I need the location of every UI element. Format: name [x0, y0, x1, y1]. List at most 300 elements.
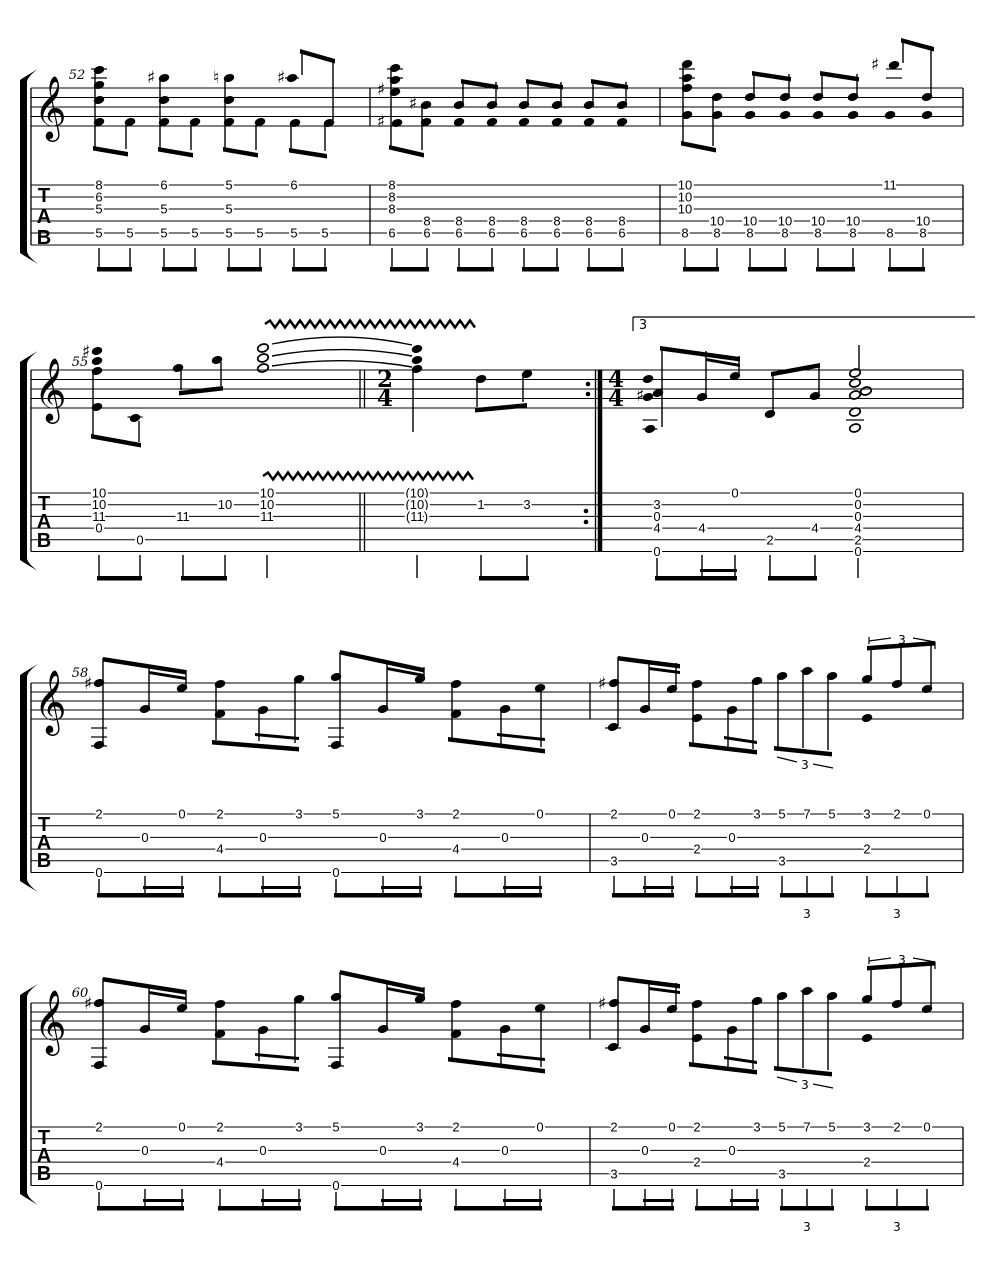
tab-fret-number: 8: [388, 201, 396, 217]
tab-fret-number: 10: [677, 177, 693, 193]
notehead: [764, 409, 777, 420]
tab-fret-number: 0: [854, 508, 862, 524]
tab-fret-number: 0: [501, 829, 509, 845]
tab-fret-number: 0: [536, 806, 544, 822]
beam: [457, 267, 494, 272]
tab-fret-number: 7: [803, 806, 811, 822]
notehead: [642, 374, 655, 385]
tab-fret-number: 5: [126, 225, 134, 241]
treble-clef-icon: 𝄞: [34, 669, 67, 733]
notehead: [861, 1033, 874, 1044]
beam: [522, 267, 559, 272]
tab-fret-number: 10: [677, 189, 693, 205]
bracket-line: [777, 1077, 797, 1082]
tab-fret-number: 3: [653, 497, 661, 513]
bracket-line: [869, 958, 891, 961]
beam: [816, 267, 855, 272]
tab-fret-number: 2: [893, 806, 901, 822]
beam: [820, 71, 859, 82]
notehead: [861, 713, 874, 724]
tab-fret-number: 3: [753, 806, 761, 822]
beam: [97, 893, 184, 898]
time-signature: 4: [607, 385, 625, 412]
tab-fret-number: 0: [923, 1119, 931, 1135]
beam: [292, 267, 327, 272]
tab-fret-number: 2: [216, 1119, 224, 1135]
beam: [700, 569, 737, 572]
tab-clef-letter: B: [36, 1163, 52, 1185]
tab-fret-number: 2: [863, 1154, 871, 1170]
tab-fret-number: 3: [863, 806, 871, 822]
beam: [748, 267, 787, 272]
tab-fret-number: 5: [332, 806, 340, 822]
tab-clef-letter: T: [37, 814, 51, 836]
tab-fret-number: 6: [160, 177, 168, 193]
tab-fret-number: 0: [668, 806, 676, 822]
repeat-dot: [586, 392, 591, 397]
tab-fret-number: 8: [781, 225, 789, 241]
tab-fret-number: 0: [95, 865, 103, 880]
bracket-line: [913, 958, 935, 962]
sharp-icon: ♯: [81, 342, 91, 362]
bracket-line: [913, 638, 935, 642]
tab-fret-number: 5: [225, 177, 233, 193]
tab-fret-number: 5: [290, 225, 298, 241]
tab-fret-number: 4: [216, 841, 224, 857]
tuplet-number: 3: [898, 633, 906, 647]
tab-fret-number: 6: [95, 189, 103, 205]
tab-fret-number: 6: [553, 225, 561, 241]
beam: [334, 893, 422, 898]
tab-fret-number: 11: [883, 177, 897, 193]
sharp-icon: ♯: [408, 94, 418, 114]
notehead: [884, 110, 897, 121]
beam: [179, 386, 223, 396]
tuplet-number: 3: [893, 1220, 901, 1234]
sharp-icon: ♯: [635, 386, 645, 406]
beam: [730, 1199, 759, 1202]
sharp-icon: ♯: [146, 68, 156, 88]
tab-fret-number: 8: [886, 225, 894, 241]
sharp-icon: ♯: [870, 55, 880, 75]
tab-clef-letter: B: [36, 530, 52, 552]
beam: [143, 886, 184, 889]
tab-fret-number: 3: [778, 853, 786, 869]
tab-fret-number: 2: [610, 806, 618, 822]
sharp-icon: ♯: [276, 68, 286, 88]
tab-fret-number: 0: [728, 829, 736, 845]
bracket-line: [813, 1084, 833, 1088]
beam: [97, 576, 142, 581]
beam: [255, 1053, 299, 1060]
tab-fret-number: 8: [455, 213, 463, 229]
notehead: [411, 355, 424, 366]
tab-fret-number: 11: [176, 508, 190, 524]
tab-fret-number: 8: [746, 225, 754, 241]
tab-fret-number: 2: [95, 1119, 103, 1135]
tab-fret-number: 10: [777, 213, 793, 229]
beam: [223, 147, 258, 158]
tab-fret-number: 5: [332, 1119, 340, 1135]
tab-clef-letter: A: [36, 1145, 52, 1167]
beam: [475, 403, 527, 413]
tab-fret-number: 6: [488, 225, 496, 241]
tab-fret-number: 6: [585, 225, 593, 241]
tab-clef-letter: A: [36, 511, 52, 533]
notehead: [286, 73, 299, 84]
beam: [261, 1199, 301, 1202]
tab-fret-number: 4: [653, 520, 661, 536]
bracket-line: [869, 638, 891, 641]
tab-fret-number: 0: [731, 485, 739, 501]
beam: [454, 893, 542, 898]
beam: [497, 1053, 545, 1061]
beam: [389, 145, 424, 158]
tab-fret-number: 8: [95, 177, 103, 193]
beam: [255, 733, 299, 740]
beam: [340, 650, 424, 673]
tab-fret-number: 4: [854, 520, 862, 536]
tab-fret-number: 3: [416, 1119, 424, 1135]
repeat-dot: [586, 382, 591, 387]
open-notehead: [849, 368, 862, 379]
beam: [503, 1199, 542, 1202]
tab-fret-number: 8: [618, 213, 626, 229]
tab-fret-number: 0: [332, 865, 340, 880]
trill-squiggle-icon: [263, 473, 473, 480]
tab-fret-number: 0: [178, 806, 186, 822]
trill-squiggle-icon: [265, 321, 475, 328]
tab-fret-number: 0: [653, 544, 661, 559]
notehead: [91, 346, 104, 357]
beam: [91, 434, 141, 448]
time-signature: 2: [376, 366, 394, 393]
tab-fret-number: 2: [693, 806, 701, 822]
tab-fret-number: 0: [854, 497, 862, 513]
tab-fret-number: 5: [160, 225, 168, 241]
notehead: [91, 356, 104, 367]
beam: [888, 267, 925, 272]
tab-fret-number: 3: [610, 1166, 618, 1182]
tab-clef-letter: T: [37, 1127, 51, 1149]
tab-fret-number: 6: [520, 225, 528, 241]
tab-clef-letter: T: [37, 185, 51, 207]
tab-fret-number: 0: [259, 829, 267, 845]
tab-fret-number: 2: [610, 1119, 618, 1135]
beam: [143, 1199, 184, 1202]
tab-fret-number: 8: [488, 213, 496, 229]
repeat-dot: [584, 509, 589, 514]
beam: [93, 146, 128, 157]
measure-number: 55: [71, 355, 89, 370]
bracket-hook-bottom: [20, 251, 38, 264]
measure-number: 60: [71, 986, 89, 1001]
tab-fret-number: 0: [379, 1142, 387, 1158]
system-bracket: [20, 995, 27, 1194]
tab-fret-number: 3: [778, 1166, 786, 1182]
tab-fret-number: 5: [778, 806, 786, 822]
notehead: [391, 118, 404, 129]
tab-fret-number: 8: [553, 213, 561, 229]
beam: [587, 267, 624, 272]
tab-fret-number: 5: [321, 225, 329, 241]
beam: [660, 346, 740, 362]
tab-fret-number: (10): [405, 485, 429, 501]
beam: [695, 1206, 759, 1211]
tab-fret-number: 2: [893, 1119, 901, 1135]
tab-fret-number: 5: [828, 806, 836, 822]
tab-fret-number: 8: [388, 177, 396, 193]
open-notehead: [257, 363, 270, 374]
tab-fret-number: 4: [698, 520, 706, 536]
beam: [901, 38, 934, 52]
tab-fret-number: 8: [849, 225, 857, 241]
tuplet-number: 3: [898, 953, 906, 967]
tab-fret-number: 0: [141, 829, 149, 845]
tab-fret-number: 8: [814, 225, 822, 241]
tab-fret-number: 3: [295, 1119, 303, 1135]
tab-fret-number: 2: [693, 841, 701, 857]
tab-fret-number: 4: [216, 1154, 224, 1170]
tab-fret-number: 0: [501, 1142, 509, 1158]
notehead: [644, 424, 657, 435]
beam: [158, 147, 193, 158]
tab-fret-number: 8: [423, 213, 431, 229]
tab-fret-number: 6: [455, 225, 463, 241]
system-bracket: [20, 80, 27, 253]
tab-fret-number: 5: [160, 201, 168, 217]
bracket-hook-bottom: [20, 1192, 38, 1205]
beam: [689, 742, 757, 755]
tab-fret-number: 11: [260, 508, 274, 524]
beam: [212, 1060, 299, 1072]
tab-fret-number: 11: [92, 508, 106, 524]
notehead: [172, 363, 185, 374]
tab-fret-number: 0: [379, 829, 387, 845]
beam: [479, 576, 529, 581]
tab-fret-number: 0: [141, 1142, 149, 1158]
beam: [681, 141, 716, 153]
tab-fret-number: 10: [742, 213, 758, 229]
tab-fret-number: 10: [810, 213, 826, 229]
tab-fret-number: 6: [618, 225, 626, 241]
tab-fret-number: 5: [225, 225, 233, 241]
tab-clef-letter: T: [37, 493, 51, 515]
beam: [227, 267, 262, 272]
tie-curve: [272, 350, 412, 356]
bracket-hook-bottom: [20, 558, 38, 571]
notehead: [744, 110, 757, 121]
beam: [612, 1206, 674, 1211]
beam: [503, 886, 542, 889]
tab-fret-number: 10: [915, 213, 931, 229]
tab-fret-number: 2: [95, 806, 103, 822]
tab-fret-number: 0: [259, 1142, 267, 1158]
natural-icon: ♮: [212, 68, 220, 88]
notehead: [812, 110, 825, 121]
beam: [381, 1199, 422, 1202]
tab-fret-number: 2: [863, 841, 871, 857]
tab-fret-number: 0: [136, 532, 144, 548]
notehead: [411, 344, 424, 355]
beam: [695, 893, 759, 898]
beam: [212, 740, 299, 752]
tab-fret-number: 2: [693, 1119, 701, 1135]
bracket-hook-bottom: [20, 879, 38, 892]
ending-number: 3: [638, 318, 648, 333]
treble-clef-icon: 𝄞: [34, 989, 67, 1053]
tab-fret-number: 3: [610, 853, 618, 869]
beam: [181, 576, 227, 581]
beam: [218, 1206, 301, 1211]
tab-fret-number: 0: [653, 508, 661, 524]
tab-clef-letter: A: [36, 832, 52, 854]
tab-fret-number: (11): [405, 508, 429, 524]
tab-fret-number: 8: [585, 213, 593, 229]
open-notehead: [849, 423, 862, 434]
tab-fret-number: 5: [828, 1119, 836, 1135]
tab-fret-number: 0: [668, 1119, 676, 1135]
tab-fret-number: 10: [677, 201, 693, 217]
sharp-icon: ♯: [83, 674, 93, 694]
tab-fret-number: 0: [923, 806, 931, 822]
beam: [103, 657, 186, 675]
tab-fret-number: 4: [452, 841, 460, 857]
tab-fret-number: 8: [681, 225, 689, 241]
tab-clef-letter: B: [36, 227, 52, 249]
notehead: [847, 110, 860, 121]
open-notehead: [257, 353, 270, 364]
tab-fret-number: 1: [477, 497, 485, 513]
tab-fret-number: (10): [405, 497, 429, 513]
tab-fret-number: 10: [259, 497, 275, 513]
tuplet-number: 3: [803, 1220, 811, 1234]
tab-fret-number: 10: [91, 497, 107, 513]
sharp-icon: ♯: [597, 674, 607, 694]
tab-fret-number: 8: [388, 189, 396, 205]
tab-fret-number: 5: [95, 225, 103, 241]
tab-fret-number: 5: [95, 201, 103, 217]
beam: [643, 1199, 674, 1202]
measure-number: 52: [68, 68, 86, 83]
tab-fret-number: 0: [854, 544, 862, 559]
tab-fret-number: 3: [523, 497, 531, 513]
tab-clef-letter: B: [36, 850, 52, 872]
tuplet-number: 3: [801, 1078, 809, 1092]
beam: [218, 893, 301, 898]
tab-fret-number: 10: [845, 213, 861, 229]
time-signature: 4: [376, 385, 394, 412]
beam: [103, 977, 186, 995]
tab-fret-number: 5: [191, 225, 199, 241]
tab-fret-number: 3: [295, 806, 303, 822]
tab-fret-number: 3: [416, 806, 424, 822]
beam: [97, 267, 132, 272]
tab-fret-number: 4: [452, 1154, 460, 1170]
beam: [97, 1206, 184, 1211]
treble-clef-icon: 𝄞: [34, 75, 67, 139]
tab-fret-number: 0: [641, 829, 649, 845]
beam: [289, 148, 327, 159]
tab-fret-number: 2: [766, 532, 774, 548]
system-bracket: [20, 675, 27, 881]
beam: [643, 886, 674, 889]
repeat-dot: [584, 520, 589, 525]
tuplet-number: 3: [803, 907, 811, 921]
tuplet-number: 3: [893, 907, 901, 921]
tab-fret-number: 8: [713, 225, 721, 241]
beam: [261, 886, 301, 889]
beam: [497, 733, 545, 741]
tab-fret-number: 6: [388, 225, 396, 241]
beam: [724, 1056, 757, 1064]
beam: [162, 267, 197, 272]
tab-fret-number: 7: [803, 1119, 811, 1135]
tab-fret-number: 10: [709, 213, 725, 229]
tab-fret-number: 0: [641, 1142, 649, 1158]
tab-fret-number: 4: [811, 520, 819, 536]
tab-fret-number: 6: [290, 177, 298, 193]
tab-fret-number: 2: [216, 806, 224, 822]
measure-number: 58: [71, 666, 89, 681]
beam: [752, 71, 791, 82]
tab-fret-number: 6: [423, 225, 431, 241]
tab-fret-number: 0: [332, 1178, 340, 1193]
beam: [689, 1062, 757, 1075]
tab-fret-number: 2: [693, 1154, 701, 1170]
tab-fret-number: 0: [728, 1142, 736, 1158]
time-signature: 4: [607, 366, 625, 393]
beam: [612, 893, 674, 898]
tab-fret-number: 2: [452, 806, 460, 822]
sharp-icon: ♯: [376, 80, 386, 100]
beam: [724, 736, 757, 744]
tab-fret-number: 0: [854, 485, 862, 501]
beam: [300, 49, 335, 64]
sharp-icon: ♯: [597, 994, 607, 1014]
beam: [334, 1206, 422, 1211]
system-bracket: [20, 362, 27, 560]
beam: [683, 267, 719, 272]
tab-fret-number: 2: [854, 532, 862, 548]
notehead: [779, 110, 792, 121]
beam: [340, 970, 424, 993]
beam: [655, 576, 737, 581]
tie-curve: [272, 337, 412, 345]
tab-fret-number: 0: [95, 520, 103, 536]
tab-fret-number: 0: [95, 1178, 103, 1193]
open-notehead: [860, 386, 873, 397]
sharp-icon: ♯: [83, 994, 93, 1014]
tab-fret-number: 5: [225, 201, 233, 217]
tab-clef-letter: A: [36, 206, 52, 228]
notehead: [921, 110, 934, 121]
tab-fret-number: 10: [217, 497, 233, 513]
beam: [454, 1206, 542, 1211]
tab-fret-number: 3: [863, 1119, 871, 1135]
tab-fret-number: 0: [178, 1119, 186, 1135]
tab-fret-number: 10: [91, 485, 107, 501]
open-notehead: [257, 343, 270, 354]
bracket-line: [777, 757, 797, 762]
tab-fret-number: 10: [259, 485, 275, 501]
treble-clef-icon: 𝄞: [34, 357, 67, 421]
beam: [390, 267, 429, 272]
bracket-line: [813, 764, 833, 768]
tab-fret-number: 8: [919, 225, 927, 241]
tab-fret-number: 8: [520, 213, 528, 229]
sharp-icon: ♯: [376, 112, 386, 132]
